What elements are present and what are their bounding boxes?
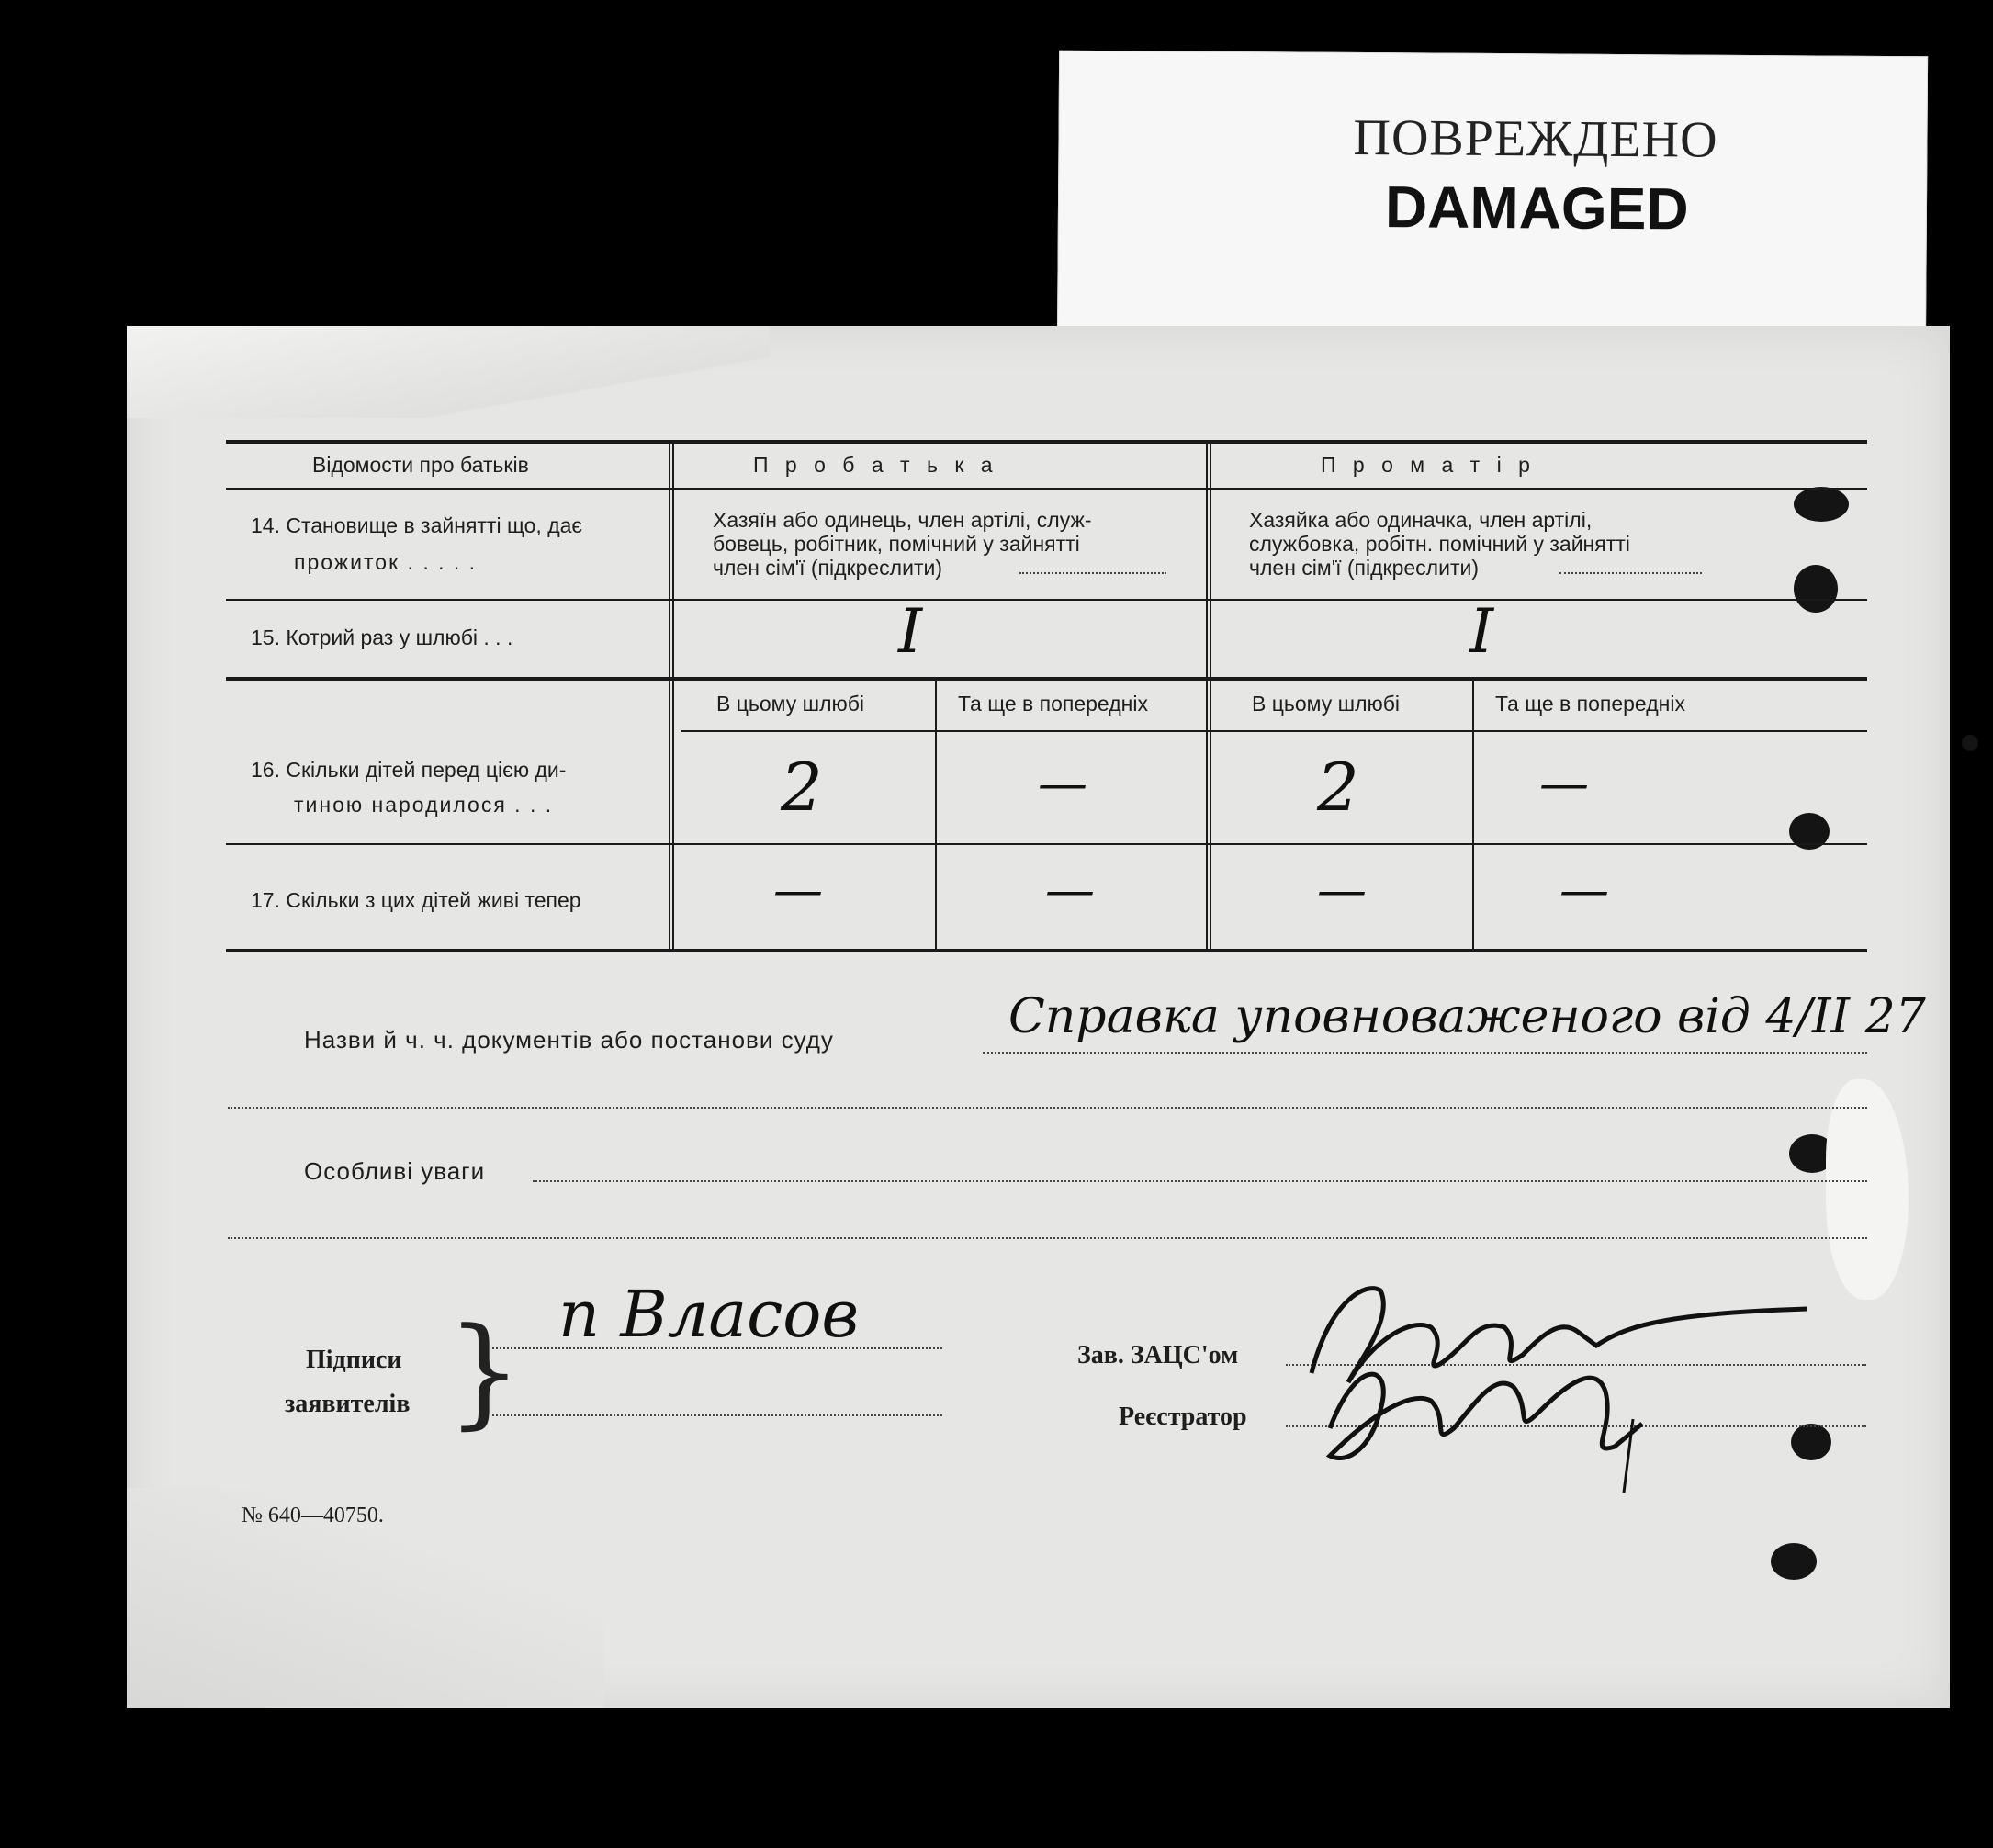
dotted-line: [1559, 572, 1702, 574]
row17-value: —: [773, 861, 823, 918]
dotted-line: [228, 1107, 1867, 1109]
documents-label: Назви й ч. ч. документів або постанови суду: [304, 1026, 834, 1054]
subheader-mother-this: В цьому шлюбі: [1252, 692, 1401, 716]
paper-fold-top: [127, 326, 770, 418]
row14-father-text: бовець, робітник, помічний у зайнятті: [713, 532, 1080, 556]
table-rule: [226, 488, 1867, 490]
table-top-rule: [226, 440, 1867, 444]
row16-label: 16. Скільки дітей перед цією ди-: [251, 758, 567, 782]
brace-icon: }: [446, 1301, 523, 1441]
table-col-rule: [672, 442, 674, 951]
table-rule: [226, 677, 1867, 681]
row14-father-text: член сім'ї (підкреслити): [713, 556, 942, 580]
applicants-label: Підписи: [306, 1346, 402, 1374]
subheader-father-this: В цьому шлюбі: [716, 692, 865, 716]
subheader-father-prev: Та ще в попередніх: [958, 692, 1148, 716]
row14-label: 14. Становище в зайнятті що, дає: [251, 513, 583, 537]
table-rule: [226, 599, 1867, 601]
table-col-rule: [935, 681, 937, 951]
paper-tear-icon: [1826, 1079, 1909, 1300]
dotted-line: [983, 1052, 1867, 1054]
row14-label: прожиток . . . . .: [294, 550, 478, 574]
binding-hole-icon: [1962, 735, 1978, 751]
binding-hole-icon: [1771, 1543, 1817, 1580]
dotted-line: [228, 1237, 1867, 1239]
applicant-signature: п Власов: [558, 1277, 860, 1352]
row14-mother-text: член сім'ї (підкреслити): [1249, 556, 1479, 580]
binding-hole-icon: [1794, 565, 1838, 613]
row17-label: 17. Скільки з цих дітей живі тепер: [251, 888, 581, 912]
dotted-line: [492, 1414, 942, 1416]
damaged-label-en: DAMAGED: [1384, 174, 1689, 242]
table-col-rule: [1210, 442, 1211, 951]
documents-value: Справка уповноваженого від 4/II 27: [1008, 989, 1926, 1044]
row16-value: —: [1539, 754, 1589, 812]
row16-value: 2: [781, 749, 823, 826]
header-info: Відомости про батьків: [312, 453, 529, 477]
table-col-rule: [1206, 442, 1208, 951]
row15-father-value: I: [898, 596, 923, 667]
row17-value: —: [1559, 861, 1609, 918]
notes-label: Особливі уваги: [304, 1157, 486, 1185]
row16-label: тиною народилося . . .: [294, 793, 554, 817]
row15-mother-value: I: [1469, 596, 1494, 667]
applicants-label: заявителів: [285, 1390, 411, 1418]
document-sheet: [127, 326, 1950, 1708]
binding-hole-icon: [1794, 487, 1849, 522]
row16-value: —: [1038, 754, 1087, 812]
header-father: П р о б а т ь к а: [753, 453, 998, 477]
row14-mother-text: Хазяйка або одиначка, член артілі,: [1249, 508, 1593, 532]
table-rule: [226, 843, 1867, 845]
damaged-label-ru: ПОВРЕЖДЕНО: [1353, 108, 1718, 169]
dotted-line: [1019, 572, 1166, 574]
table-rule: [681, 730, 1867, 732]
row16-value: 2: [1317, 749, 1359, 826]
row14-mother-text: службовка, робітн. помічний у зайнятті: [1249, 532, 1630, 556]
row17-value: —: [1317, 861, 1367, 918]
table-col-rule: [669, 442, 670, 951]
form-number: № 640—40750.: [242, 1504, 384, 1527]
head-signature: [1293, 1263, 1807, 1502]
registrar-label: Реєстратор: [1119, 1403, 1247, 1431]
table-col-rule: [1472, 681, 1474, 951]
row17-value: —: [1045, 861, 1095, 918]
row14-father-text: Хазяїн або одинець, член артілі, служ-: [713, 508, 1092, 532]
subheader-mother-prev: Та ще в попередніх: [1495, 692, 1685, 716]
header-mother: П р о м а т і р: [1321, 453, 1536, 477]
dotted-line: [533, 1180, 1867, 1182]
head-label: Зав. ЗАЦС'ом: [1077, 1341, 1239, 1369]
row15-label: 15. Котрий раз у шлюбі . . .: [251, 625, 513, 649]
table-bottom-rule: [226, 949, 1867, 952]
damaged-label-card: [1057, 51, 1928, 362]
